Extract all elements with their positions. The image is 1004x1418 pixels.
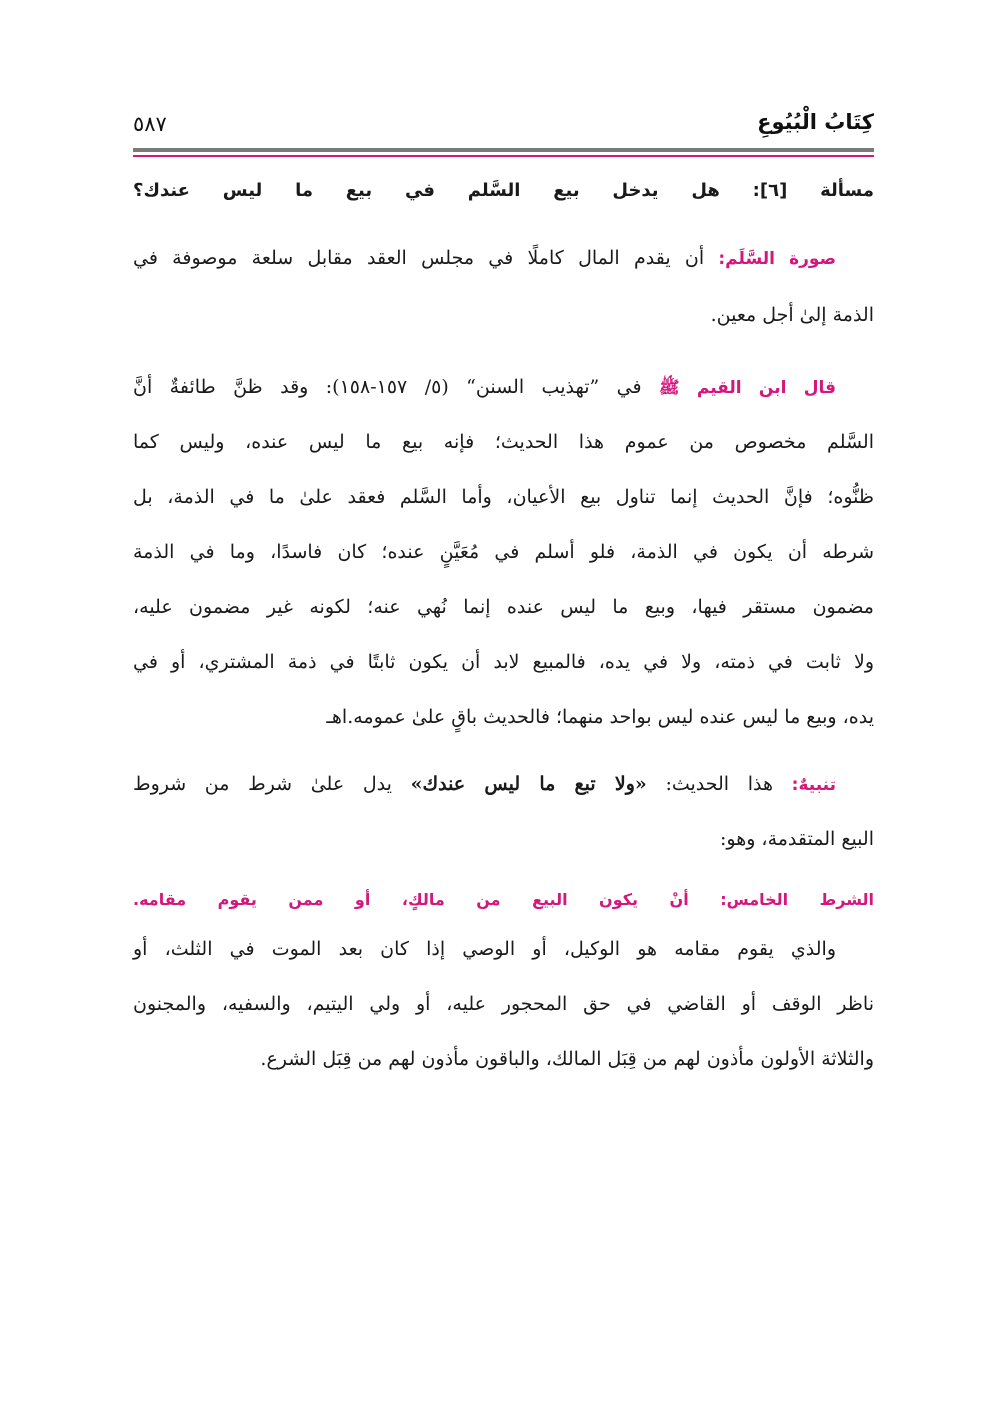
quote-line-5: مضمون مستقر فيها، وبيع ما ليس عنده إنما نُهي عنه؛ لكونه غير مضمون عليه، (133, 596, 874, 618)
note-paragraph (133, 757, 874, 867)
header-rule-accent (133, 155, 874, 157)
question-heading: مسألة [٦]: هل يدخل بيع السَّلم في بيع ما ليس عندك؟ (133, 180, 875, 201)
quote-paragraph (133, 360, 874, 745)
final-line-3: والثلاثة الأولون مأذون لهم من قِبَل المالك، والباقون مأذون لهم من قِبَل الشرع. (260, 1048, 874, 1070)
page-number: ٥٨٧ (133, 112, 167, 136)
quote-line-2: السَّلم مخصوص من عموم هذا الحديث؛ فإنه بيع ما ليس عنده، وليس كما (133, 431, 874, 453)
quote-line (133, 360, 874, 415)
definition-line-1: أن يقدم المال كاملًا في مجلس العقد مقابل سلعة موصوفة في (133, 247, 705, 269)
quote-line-3: ظنُّوه؛ فإنَّ الحديث إنما تناول بيع الأعيان، وأما السَّلم فعقد علىٰ ما في الذمة، بل (133, 486, 874, 508)
quote-line-4: شرطه أن يكون في الذمة، فلو أسلم في مُعَيَّنٍ عنده؛ كان فاسدًا، وما في الذمة (133, 541, 874, 563)
note-line (133, 757, 874, 812)
quote-line-1: في ”تهذيب السنن“ (٥/ ١٥٧-١٥٨): وقد ظنَّ طائفةٌ أنَّ (133, 376, 642, 398)
note-pre: هذا الحديث: (665, 773, 774, 795)
definition-line (133, 230, 874, 287)
definition-paragraph (133, 230, 874, 344)
note-line-2: البيع المتقدمة، وهو: (719, 828, 874, 850)
book-title: كِتَابُ الْبُيُوعِ (757, 110, 874, 134)
header-rule-thick (133, 148, 874, 152)
hadith-quote: «ولا تبع ما ليس عندك» (410, 773, 647, 795)
final-line-2: ناظر الوقف أو القاضي في حق المحجور عليه، أو ولي اليتيم، والسفيه، والمجنون (133, 993, 874, 1015)
quote-line-7: يده، وبيع ما ليس عنده ليس بواحد منهما؛ فالحديث باقٍ علىٰ عمومه.اهـ (326, 706, 874, 728)
page-header (133, 108, 874, 148)
note-post: يدل علىٰ شرط من شروط (133, 773, 392, 795)
page-body (133, 166, 874, 1087)
quote-line-6: ولا ثابت في ذمته، ولا في يده، فالمبيع لابد أن يكون ثابتًا في ذمة المشتري، أو في (133, 651, 874, 673)
note-label: تنبيهٌ: (791, 775, 836, 795)
definition-line-2: الذمة إلىٰ أجل معين. (710, 304, 874, 326)
quote-label: قال ابن القيم ﷺ (659, 378, 836, 398)
final-paragraph (133, 922, 874, 1087)
final-line-1: والذي يقوم مقامه هو الوكيل، أو الوصي إذا كان بعد الموت في الثلث، أو (133, 938, 836, 960)
definition-label: صورة السَّلَم: (718, 249, 836, 269)
condition-heading: الشرط الخامس: أنْ يكون البيع من مالكٍ، أو ممن يقوم مقامه. (133, 890, 874, 909)
